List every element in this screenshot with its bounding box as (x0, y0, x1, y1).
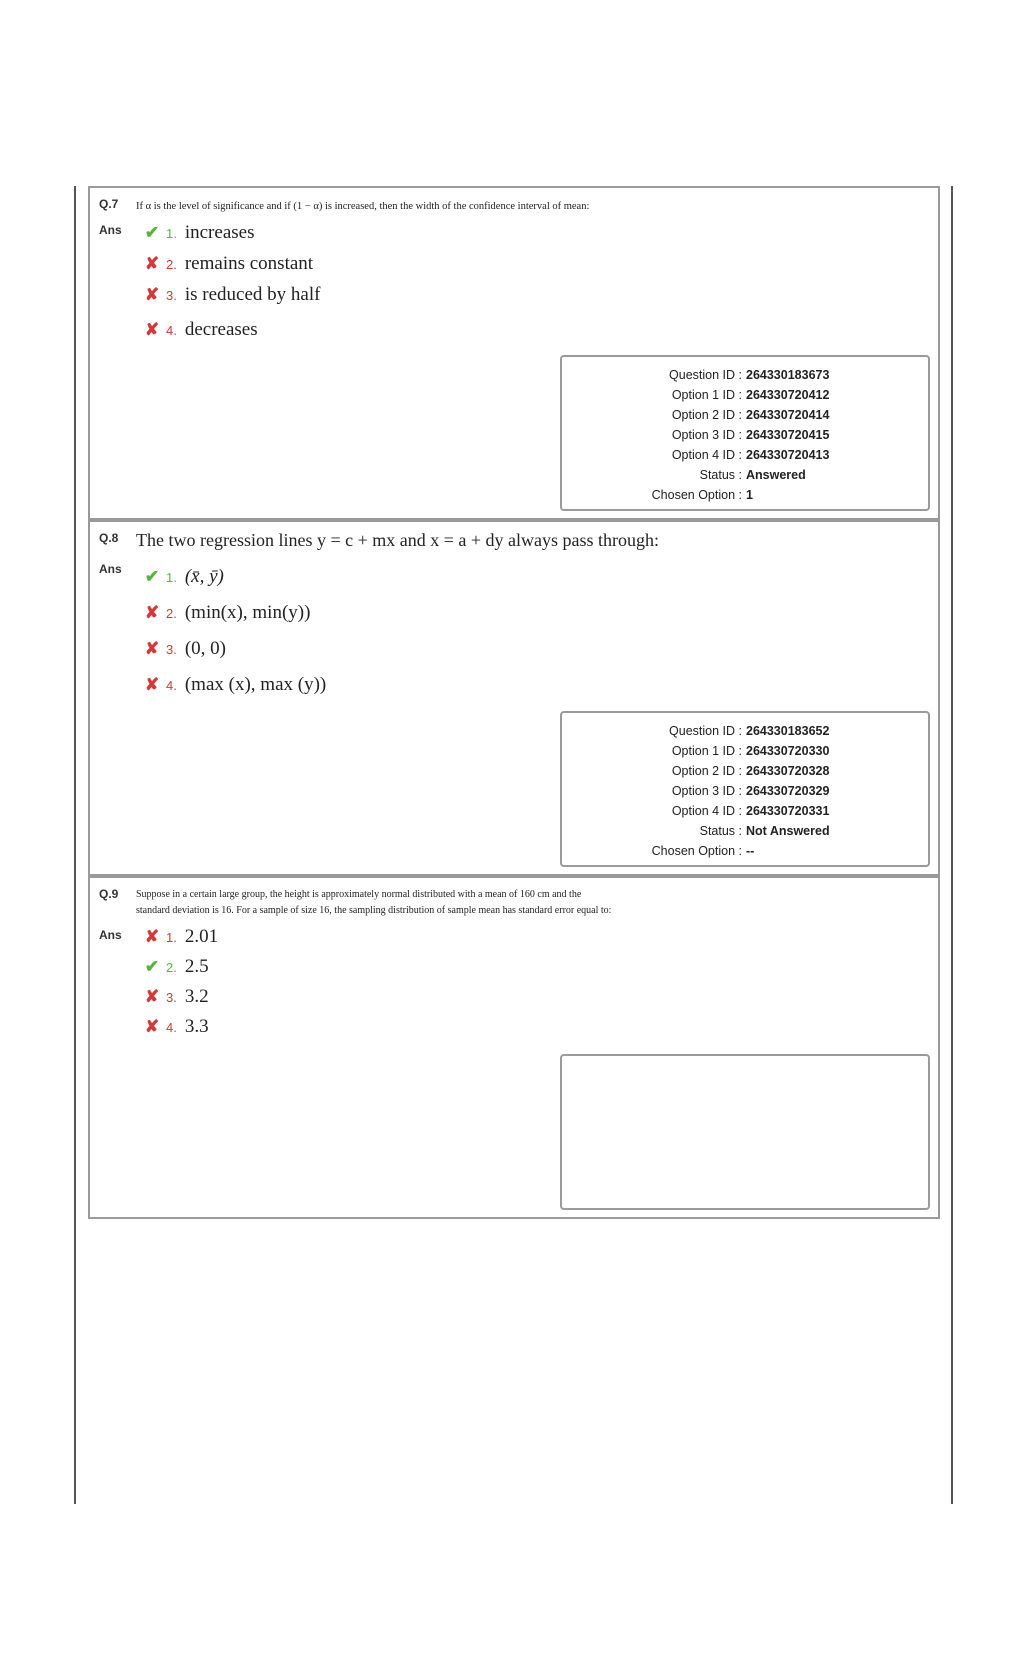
info-row (562, 741, 928, 761)
check-icon: ✔ (144, 957, 160, 976)
info-row (562, 405, 928, 425)
option-number: 2. (166, 256, 177, 272)
option-row (142, 220, 254, 246)
cross-icon: ✘ (144, 285, 160, 304)
info-value: 264330720415 (746, 428, 830, 442)
info-row (562, 761, 928, 781)
question-number: Q.7 (99, 197, 119, 211)
question-info-panel (560, 711, 930, 867)
question-text: The two regression lines y = c + mx and x = a + dy always pass through: (136, 530, 660, 550)
option-row (142, 1014, 209, 1040)
info-value: 264330720331 (746, 804, 830, 818)
cross-icon: ✘ (144, 254, 160, 273)
option-number: 3. (166, 989, 177, 1005)
page-border-right (951, 186, 953, 1504)
option-number: 2. (166, 959, 177, 975)
option-text: 3.2 (184, 986, 209, 1007)
option-number: 4. (166, 677, 177, 693)
question-info-panel (560, 1054, 930, 1210)
info-key: Option 4 ID : (671, 804, 742, 818)
question-text: If α is the level of significance and if (1 − α) is increased, then the width of the confidence interval of mean: (136, 201, 590, 212)
question-text-line: Suppose in a certain large group, the height is approximately normal distributed with a mean of 160 cm and the (136, 889, 582, 900)
info-key: Option 3 ID : (671, 428, 742, 442)
option-text: (0, 0) (184, 638, 226, 659)
option-row (142, 251, 313, 277)
option-row (142, 564, 224, 590)
question-text-line: standard deviation is 16. For a sample of size 16, the sampling distribution of sample mean has standard error equal to: (136, 905, 612, 916)
info-value: 264330720330 (746, 744, 830, 758)
info-key: Question ID : (669, 368, 742, 382)
cross-icon: ✘ (144, 987, 160, 1006)
cross-icon: ✘ (144, 675, 160, 694)
question-block-7 (88, 186, 940, 520)
info-key: Question ID : (669, 724, 742, 738)
info-row (562, 465, 928, 485)
question-number: Q.9 (99, 887, 119, 901)
cross-icon: ✘ (144, 927, 160, 946)
question-number: Q.8 (99, 531, 119, 545)
info-row (562, 801, 928, 821)
status-value: Not Answered (746, 824, 830, 838)
info-value: 264330720328 (746, 764, 830, 778)
info-key: Option 2 ID : (671, 408, 742, 422)
check-icon: ✔ (144, 567, 160, 586)
info-value: 264330720412 (746, 388, 830, 402)
info-row (562, 385, 928, 405)
page-border-left (74, 186, 76, 1504)
info-row (562, 781, 928, 801)
info-value: 264330183652 (746, 724, 830, 738)
info-key: Chosen Option : (651, 844, 742, 858)
chosen-option-value: 1 (746, 488, 753, 502)
answer-label: Ans (99, 223, 122, 237)
info-key: Option 2 ID : (671, 764, 742, 778)
info-row (562, 485, 928, 505)
option-number: 4. (166, 1019, 177, 1035)
check-icon: ✔ (144, 223, 160, 242)
option-row (142, 954, 209, 980)
cross-icon: ✘ (144, 639, 160, 658)
info-row (562, 445, 928, 465)
option-text: 2.5 (184, 956, 209, 977)
question-info-panel (560, 355, 930, 511)
info-key: Option 3 ID : (671, 784, 742, 798)
info-key: Option 1 ID : (671, 388, 742, 402)
info-key: Option 1 ID : (671, 744, 742, 758)
cross-icon: ✘ (144, 320, 160, 339)
question-block-8 (88, 520, 940, 876)
option-row (142, 672, 326, 698)
info-value: 264330720413 (746, 448, 830, 462)
status-value: Answered (746, 468, 806, 482)
info-row (562, 821, 928, 841)
info-value: 264330720414 (746, 408, 830, 422)
option-number: 1. (166, 225, 177, 241)
option-text: (max (x), max (y)) (184, 674, 327, 695)
option-text: remains constant (184, 253, 314, 274)
cross-icon: ✘ (144, 603, 160, 622)
option-number: 1. (166, 569, 177, 585)
answer-label: Ans (99, 928, 122, 942)
option-text: 2.01 (184, 926, 219, 947)
info-row (562, 425, 928, 445)
option-number: 2. (166, 605, 177, 621)
option-row (142, 600, 310, 626)
info-value: 264330720329 (746, 784, 830, 798)
question-text (136, 887, 856, 919)
option-row (142, 317, 258, 343)
option-row (142, 924, 218, 950)
info-key: Status : (699, 824, 742, 838)
info-key: Status : (699, 468, 742, 482)
option-number: 4. (166, 322, 177, 338)
option-number: 1. (166, 929, 177, 945)
option-text: decreases (184, 319, 258, 340)
chosen-option-value: -- (746, 844, 755, 858)
info-row (562, 841, 928, 861)
info-key: Option 4 ID : (671, 448, 742, 462)
cross-icon: ✘ (144, 1017, 160, 1036)
question-block-9 (88, 876, 940, 1219)
info-key: Chosen Option : (651, 488, 742, 502)
option-row (142, 984, 209, 1010)
option-row (142, 282, 320, 308)
info-row (562, 365, 928, 385)
option-number: 3. (166, 641, 177, 657)
option-text: 3.3 (184, 1016, 209, 1037)
option-row (142, 636, 226, 662)
option-text: (x̄, ȳ) (184, 566, 224, 587)
option-text: (min(x), min(y)) (184, 602, 311, 623)
option-text: is reduced by half (184, 284, 321, 305)
option-text: increases (184, 222, 255, 243)
info-row (562, 721, 928, 741)
info-value: 264330183673 (746, 368, 830, 382)
option-number: 3. (166, 287, 177, 303)
answer-label: Ans (99, 562, 122, 576)
